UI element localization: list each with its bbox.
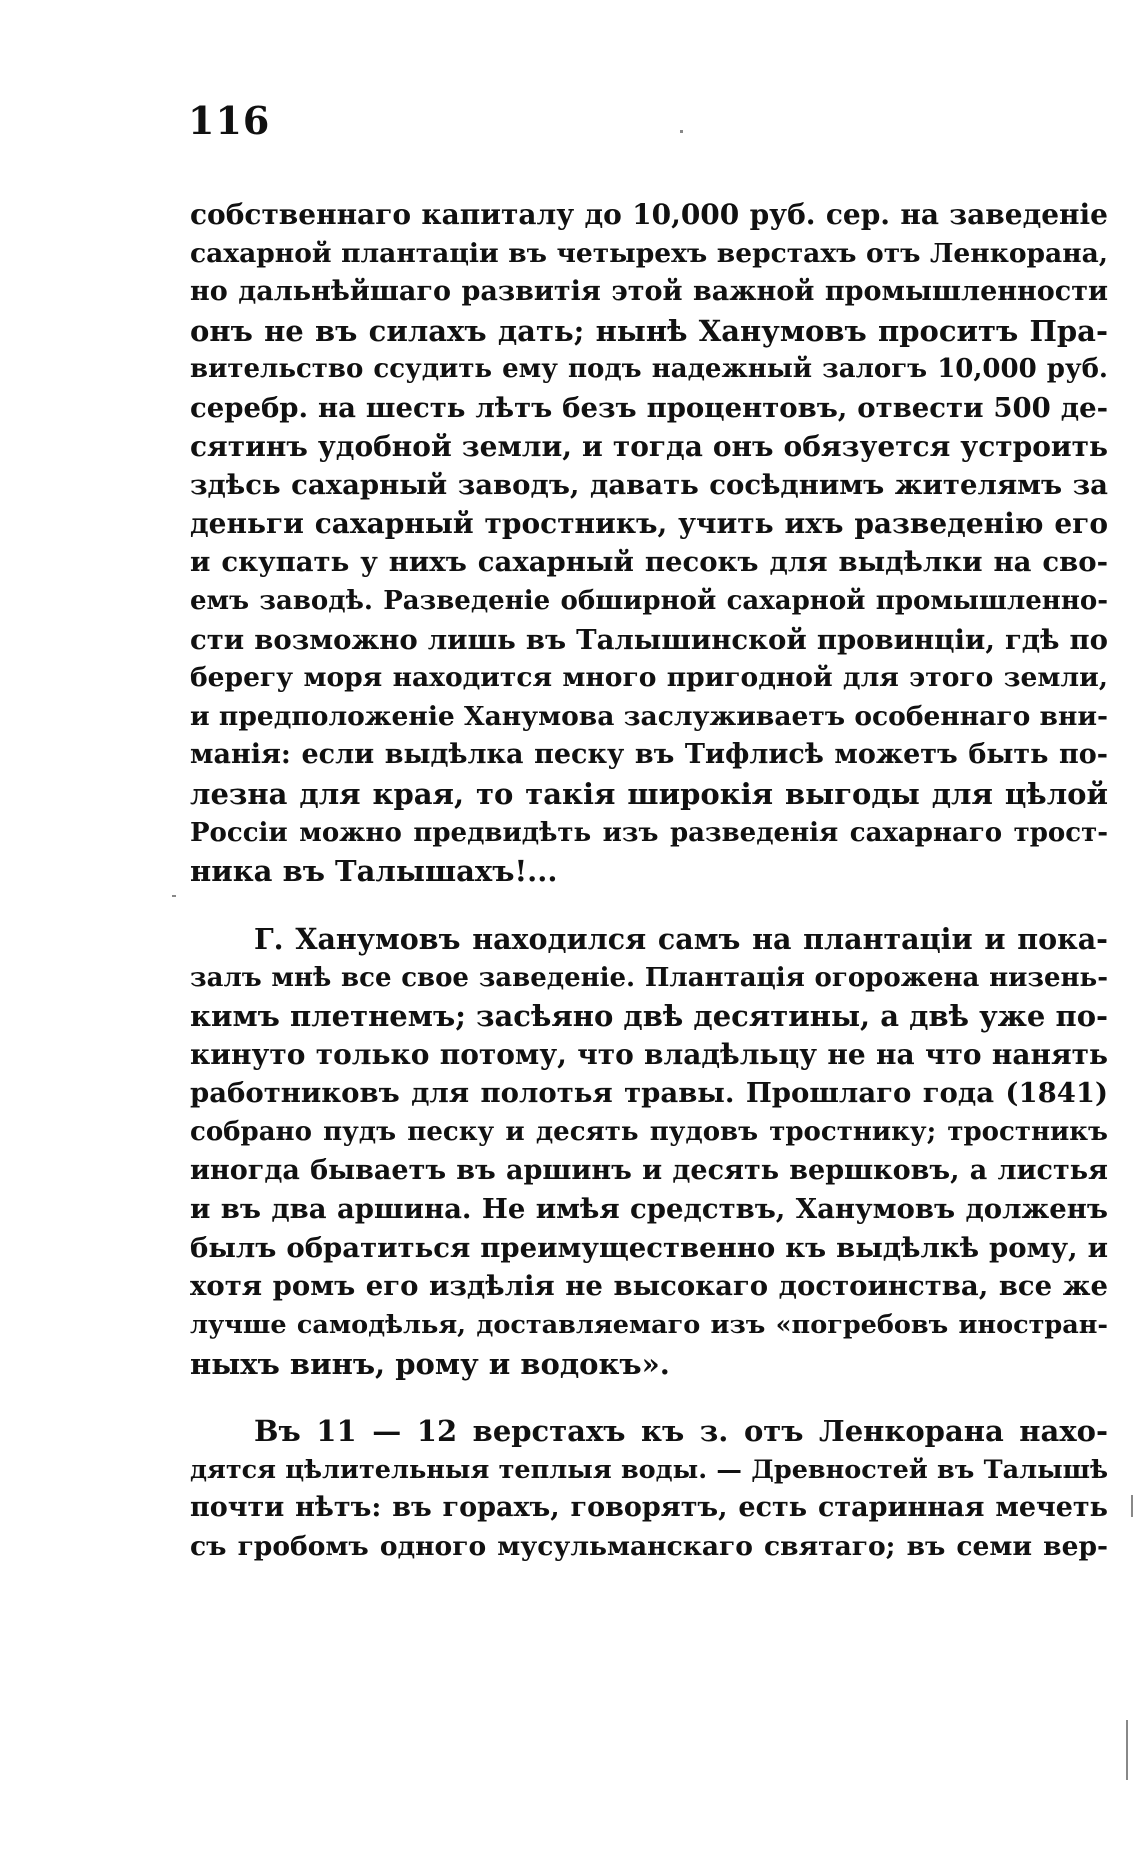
text-line: съ гробомъ одного мусульманскаго святаго; въ семи вер- xyxy=(190,1530,1108,1562)
text-line: манія: если выдѣлка песку въ Тифлисѣ можетъ быть по- xyxy=(190,739,1108,771)
text-line: былъ обратиться преимущественно къ выдѣлкѣ рому, и xyxy=(190,1231,1108,1264)
text-line: дятся цѣлительныя теплыя воды. — Древностей въ Талышѣ xyxy=(190,1454,1108,1485)
text-line: деньги сахарный тростникъ, учить ихъ разведенію его xyxy=(190,506,1108,540)
text-line: и скупать у нихъ сахарный песокъ для выдѣлки на сво- xyxy=(190,546,1108,579)
text-line: кимъ плетнемъ; засѣяно двѣ десятины, а двѣ уже по- xyxy=(190,999,1108,1034)
text-line: но дальнѣйшаго развитія этой важной промышленности xyxy=(190,276,1108,308)
text-line: и въ два аршина. Не имѣя средствъ, Ханумовъ долженъ xyxy=(190,1193,1108,1226)
text-line: Россіи можно предвидѣть изъ разведенія сахарнаго трост- xyxy=(190,817,1108,848)
text-line: кинуто только потому, что владѣльцу не на что нанять xyxy=(190,1037,1108,1071)
text-line: емъ заводѣ. Разведеніе обширной сахарной промышленно- xyxy=(190,585,1108,616)
text-line: собрано пудъ песку и десять пудовъ тростнику; тростникъ xyxy=(190,1116,1108,1147)
text-line: Г. Ханумовъ находился самъ на плантаціи и пока- xyxy=(254,922,1108,956)
text-line: почти нѣтъ: въ горахъ, говорятъ, есть старинная мечеть xyxy=(190,1492,1108,1524)
text-line: Въ 11 — 12 верстахъ къ з. отъ Ленкорана нахо- xyxy=(254,1414,1108,1448)
text-line: лучше самодѣлья, доставляемаго изъ «погребовъ иностран- xyxy=(190,1309,1108,1340)
text-line: ныхъ винъ, рому и водокъ». xyxy=(190,1346,670,1381)
text-line: работниковъ для полотья травы. Прошлаго года (1841) xyxy=(190,1077,1108,1110)
paragraph-3 xyxy=(190,1412,1108,1566)
paragraph-2 xyxy=(190,920,1108,1383)
scan-artifact xyxy=(172,895,176,897)
text-line: онъ не въ силахъ дать; нынѣ Ханумовъ проситъ Пра- xyxy=(190,313,1108,348)
scan-artifact xyxy=(680,130,683,133)
scan-artifact xyxy=(1126,1720,1128,1780)
text-line: сахарной плантаціи въ четырехъ верстахъ отъ Ленкорана, xyxy=(190,237,1108,269)
text-line: берегу моря находится много пригодной для этого земли, xyxy=(190,662,1108,694)
text-line: лезна для края, то такія широкія выгоды для цѣлой xyxy=(190,776,1108,811)
text-line: ника въ Талышахъ!... xyxy=(190,854,558,889)
scan-artifact xyxy=(1131,1495,1133,1517)
text-line: сятинъ удобной земли, и тогда онъ обязуется устроить xyxy=(190,429,1108,463)
text-line: иногда бываетъ въ аршинъ и десять вершковъ, а листья xyxy=(190,1154,1108,1186)
text-line: вительство ссудить ему подъ надежный залогъ 10,000 руб. xyxy=(190,354,1108,385)
text-line: здѣсь сахарный заводъ, давать сосѣднимъ жителямъ за xyxy=(190,469,1108,502)
text-line: залъ мнѣ все свое заведеніе. Плантація огорожена низень- xyxy=(190,962,1108,993)
paragraph-1 xyxy=(190,196,1108,891)
text-line: серебр. на шесть лѣтъ безъ процентовъ, отвести 500 де- xyxy=(190,391,1108,424)
page-number: 116 xyxy=(188,98,271,143)
text-line: хотя ромъ его издѣлія не высокаго достоинства, все же xyxy=(190,1270,1108,1303)
text-line: сти возможно лишь въ Талышинской провинціи, гдѣ по xyxy=(190,623,1108,656)
text-line: и предположеніе Ханумова заслуживаетъ особеннаго вни- xyxy=(190,700,1108,732)
text-line: собственнаго капиталу до 10,000 руб. сер. на заведеніе xyxy=(190,198,1108,231)
